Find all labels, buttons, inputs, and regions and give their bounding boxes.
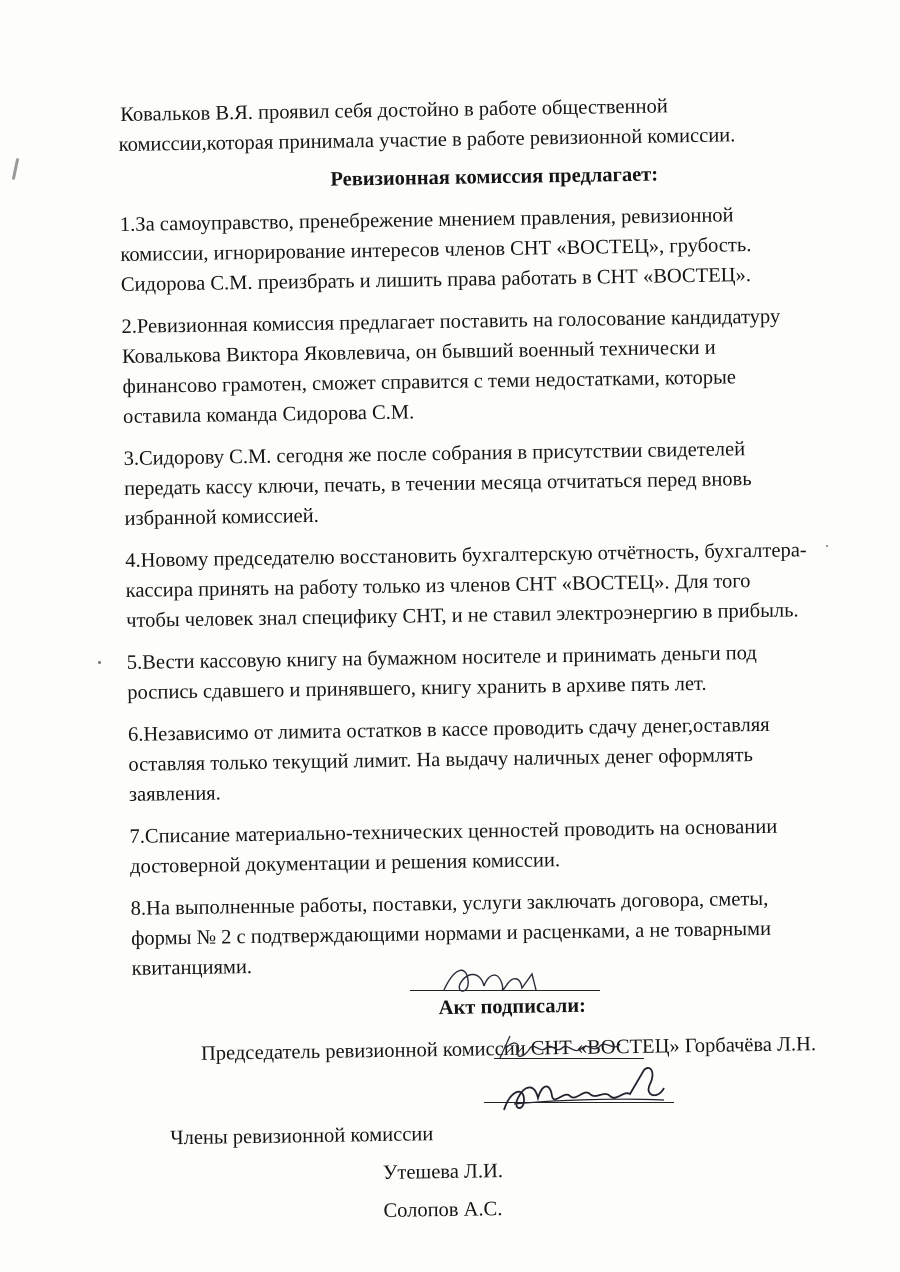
members-title: Члены ревизионной комиссии bbox=[170, 1123, 434, 1150]
proposals-heading: Ревизионная комиссия предлагает: bbox=[330, 163, 659, 191]
proposal-item-6: 6.Независимо от лимита остатков в кассе проводить сдачу денег,оставляя оставляя только текущий лимит. На выдачу наличных денег оформлять заявления. bbox=[127, 713, 770, 806]
intro-paragraph bbox=[118, 89, 839, 160]
proposal-item-7: 7.Списание материально-технических ценностей проводить на основании достоверной документации и решения комиссии. bbox=[129, 815, 778, 878]
scan-mark bbox=[98, 661, 101, 664]
proposal-item-1: 1.За самоуправство, пренебрежение мнением правления, ревизионной комиссии, игнорирование интересов членов СНТ «ВОСТЕЦ», грубость. Сидорова С.М. преизбрать и лишить права работать в СНТ «ВОСТЕЦ». bbox=[119, 204, 752, 296]
proposal-item-3: 3.Сидорову С.М. сегодня же после собрания в присутствии свидетелей передать кассу ключи, печать, в течении месяца отчитаться перед вновь избранной комиссией. bbox=[123, 438, 752, 530]
intro-line: Ковальков В.Я. проявил себя достойно в работе общественной bbox=[120, 95, 668, 126]
proposal-item-5: 5.Вести кассовую книгу на бумажном носителе и принимать деньги под роспись сдавшего и принявшего, книгу хранить в архиве пять лет. bbox=[126, 642, 757, 704]
act-signed-heading: Акт подписали: bbox=[438, 994, 587, 1020]
proposal-item-2: 2.Ревизионная комиссия предлагает поставить на голосование кандидатуру Ковалькова Виктора Яковлевича, он бывший военный технически и финансово грамотен, сможет справится с теми недостатками, которые оставила команда Сидорова С.М. bbox=[121, 305, 781, 428]
scan-mark bbox=[12, 158, 20, 180]
member-solopov: Солопов А.С. bbox=[383, 1198, 503, 1222]
solopov-signature bbox=[494, 1060, 674, 1122]
document-body bbox=[118, 89, 856, 1230]
proposal-item-8: 8.На выполненные работы, поставки, услуги заключать договора, сметы, формы № 2 с подтверждающими нормами и расценками, а не товарными квитанциями. bbox=[130, 887, 772, 980]
intro-line: комиссии,которая принимала участие в работе ревизионной комиссии. bbox=[118, 124, 736, 156]
proposal-item-4: 4.Новому председателю восстановить бухгалтерскую отчётность, бухгалтера- кассира принять на работу только из членов СНТ «ВОСТЕЦ». Для того чтобы человек знал специфику СНТ, и не ставил электроэнергию в прибыль. bbox=[125, 539, 807, 632]
chairman-signature bbox=[440, 960, 560, 1000]
member-utesheva: Утешева Л.И. bbox=[382, 1160, 504, 1184]
chairman-line: Председатель ревизионной комиссии СНТ «ВОСТЕЦ» Горбачёва Л.Н. bbox=[200, 1033, 817, 1065]
